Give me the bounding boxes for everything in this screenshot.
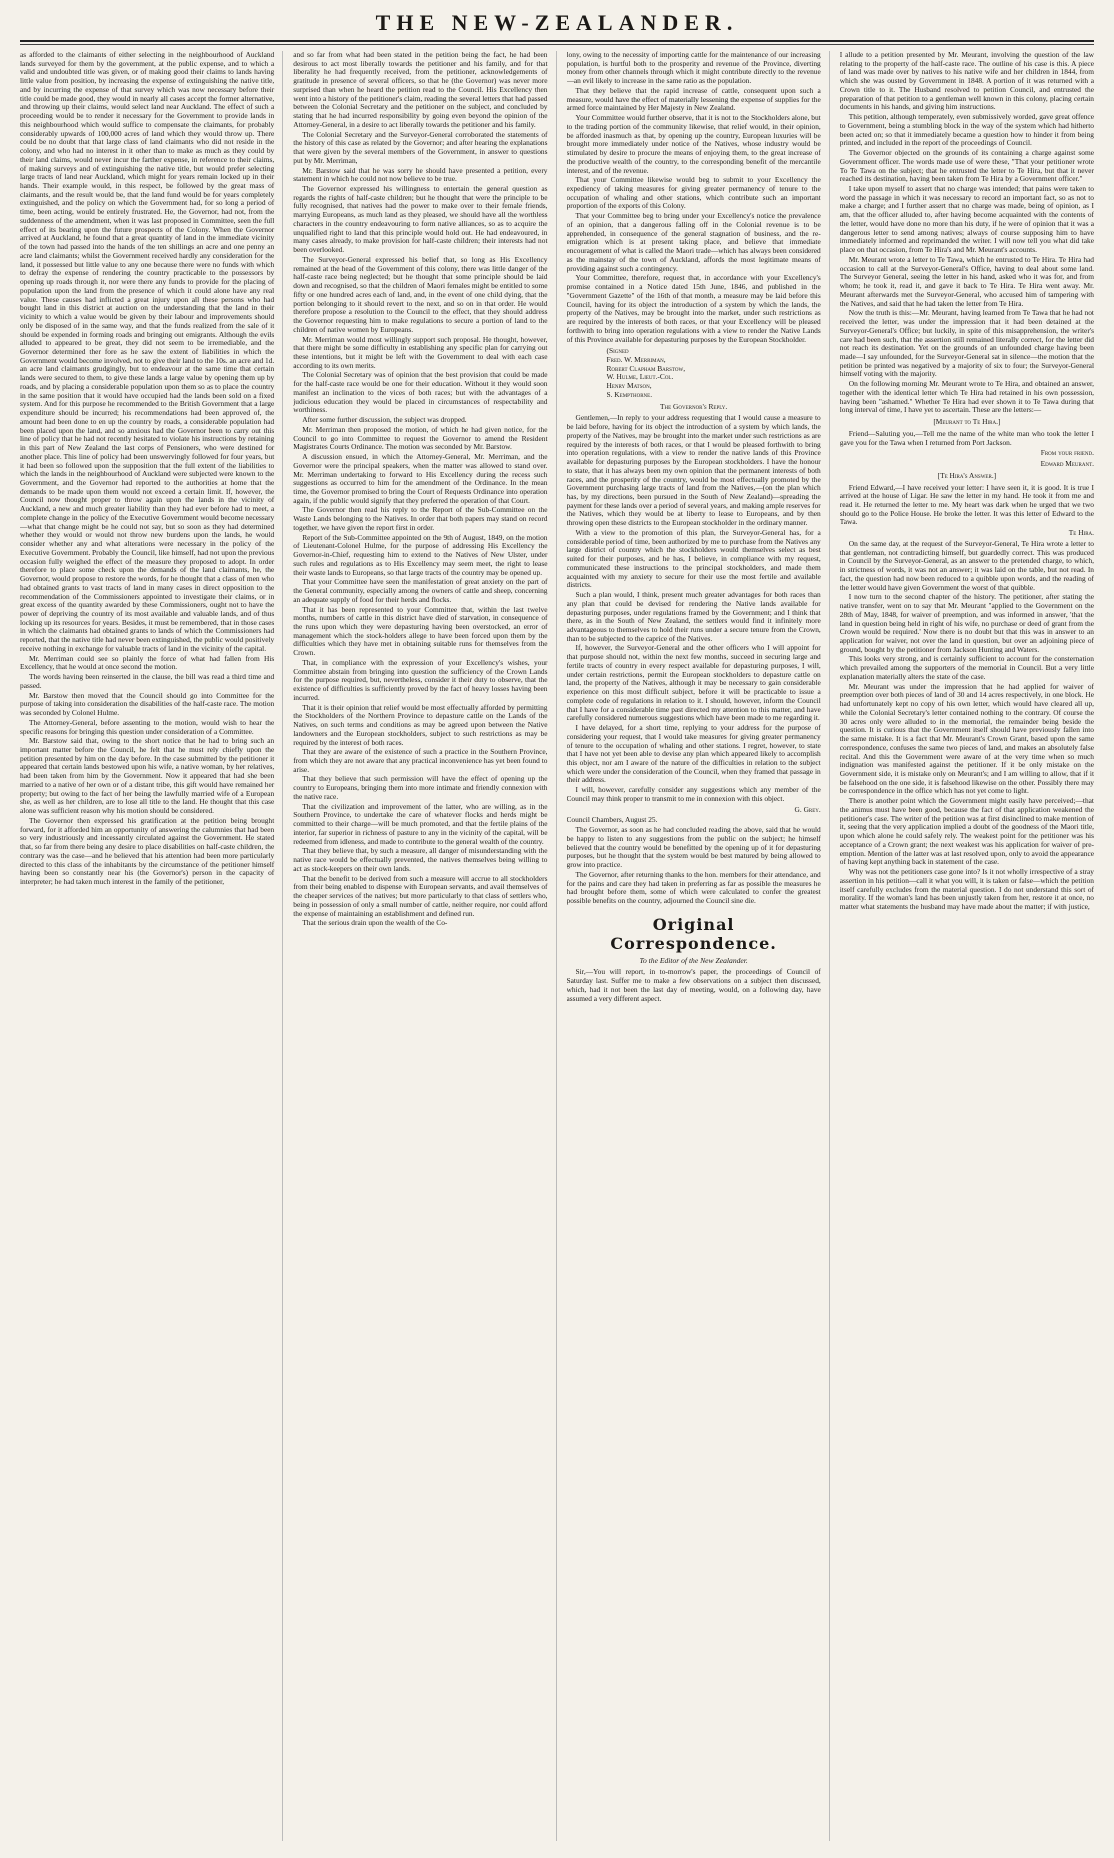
paragraph: Such a plan would, I think, present much greater advantages for both races than any plan that could be devised for rendering the Native lands available for depasturing purposes, under regulations framed by the Government; and I think that there, as in the South of New Zealand, the settlers would find it infinitely more advantageous to themselves to hold their runs under a secure tenure from the Crown, than to be subjected to the caprice of the Natives.	[566, 590, 821, 643]
paragraph: Your Committee would further observe, that it is not to the Stockholders alone, but to the trading portion of the community likewise, that relief would, in their opinion, be afforded inasmuch as that, by opening up the country, European luxuries will be brought more immediately under notice of the Natives, whose industry would be stimulated by desire to procure the means of enjoying them, to the great increase of the productive wealth of the country, to the corresponding benefit of the mercantile interest, and of the revenue.	[566, 113, 821, 175]
paragraph: The Governor expressed his willingness to entertain the general question as regards the rights of half-caste children; but he thought that were the principle to be fully recognised, that natives had the power to make over to their female friends, marrying Europeans, as much land as they pleased, we should have all the worthless characters in the country endeavouring to form native alliances, so as to acquire the unqualified right to land that this principle would hold out. He had endeavoured, in many cases already, to make provision for half-caste children; their interests had not been overlooked.	[293, 184, 548, 255]
paragraph: Your Committee, therefore, request that, in accordance with your Excellency's promise contained in a Notice dated 15th June, 1846, and published in the "Government Gazette" of the 16th of that month, a measure may be laid before this Council, having for its object the introduction of a system by which the lands, the property of the Natives, may be brought into the market, under such restrictions as are required by the interests of both races, or that your Excellency will be pleased forthwith to bring into operation regulations with a view to render the Native Lands of this Province available for depasturing purposes by the European Stockholder.	[566, 273, 821, 344]
paragraph: The Colonial Secretary was of opinion that the best provision that could be made for the half-caste race would be one for their education. Without it they would soon manifest an inclination to the vices of both races; but with the advantages of a judicious education they would be placed in circumstances of respectability and worthiness.	[293, 370, 548, 415]
paragraph: The Attorney-General, before assenting to the motion, would wish to hear the specific reasons for bringing this question under consideration of a Committee.	[20, 717, 275, 736]
paragraph: On the same day, at the request of the Surveyor-General, Te Hira wrote a letter to that gentleman, not contradicting himself, but guardedly correct. This was produced in Council by the Surveyor-General, as an answer to the pretended charge, to which, in strictness of words, it was not an answer; it was laid on the table, but not read. In fact, the question had now been reduced to a quibble upon words, and the reading of the letter would have given Government the worst of that quibble.	[839, 538, 1094, 592]
signature-block	[607, 347, 821, 399]
signature-name: S. Kempthorne.	[606, 389, 653, 399]
paragraph: Report of the Sub-Committee appointed on the 9th of August, 1849, on the motion of Lieutenant-Colonel Hulme, for the purpose of addressing His Excellency the Governor-in-Chief, requesting him to extend to the Natives of New Ulster, under such rules and regulations as to His Excellency may seem meet, the right to lease their waste lands to Europeans, so that large tracts of the country may be opened up.	[293, 532, 548, 577]
paragraph: Mr. Meurant wrote a letter to Te Tawa, which he entrusted to Te Hira. Te Hira had occasion to call at the Surveyor-General's Office, having to deal about some land. The Surveyor General, seeing the letter in his hand, asked who it was for, and from whom; he took it, read it, and gave it back to Te Hira. Te Hira went away. Mr. Meurant afterwards met the Surveyor-General, who accused him of tampering with the Natives, and said that he had taken the letter from Te Hira.	[839, 254, 1094, 308]
signature-name: Henry Matson,	[606, 381, 652, 391]
section-heading: Original Correspondence.	[610, 914, 777, 953]
paragraph: With a view to the promotion of this plan, the Surveyor-General has, for a considerable period of time, been authorized by me to purchase from the Natives any large district of country which the stockholders would themselves select as best suited for their purposes, and he has, I believe, in compliance with my request, communicated these instructions to the principal stockholders, and made them acquainted with my anxiety to secure for their use the most fertile and available districts.	[566, 527, 821, 590]
paragraph: A discussion ensued, in which the Attorney-General, Mr. Merriman, and the Governor were the principal speakers, when the matter was allowed to stand over. Mr. Merriman undertaking to forward to His Excellency during the recess such suggestions as occurred to him for the amendment of the Ordinance. In the mean time, the Governor promised to bring the Court of Requests Ordinance into operation again, if the public would signify that they preferred the operation of that Court.	[293, 452, 548, 505]
paragraph: I now turn to the second chapter of the history. The petitioner, after stating the native transfer, went on to say that Mr. Meurant "applied to the Government on the 28th of May, 1848, for waiver of preemption, and was informed in answer, 'that the land in question being held in right of his wife, no purchase or deed of grant from the Crown would be required.' Now there is no doubt but that this was in answer to an application for waiver, not over the land in question, but over an adjoining piece of ground, bought by the petitioner from Jackson Hunting and Waters.	[839, 592, 1094, 654]
paragraph: That the serious drain upon the wealth of the Co-	[302, 918, 448, 928]
governor-signature: G. Grey.	[794, 804, 821, 814]
paragraph: Mr. Barstow said that he was sorry he should have presented a petition, every statement in which he could not now believe to be true.	[293, 165, 548, 184]
paragraph: That it is their opinion that relief would be most effectually afforded by permitting the Stockholders of the Northern Province to depasture cattle on the Lands of the Natives, on such terms and conditions as may be agreed upon between the Native landowners and the European stockholders, subject to such restrictions as may be required by the interest of both races.	[293, 702, 548, 747]
paragraph: Gentlemen,—In reply to your address requesting that I would cause a measure to be laid before, having for its object the introduction of a system by which lands, the property of the Natives, may be brought into the market under such restrictions as are required by the interests of both races, or that I would be pleased forthwith to bring into operation regulations, with a view to render the native lands of this Province available for depasturing purposes by the European stockholders. I have the honour to state, that it has always been my own opinion that the permanent interests of both races, and the prosperity of the country, would be most effectually promoted by the Government purchasing large tracts of land from the Natives,—(on the plan which has, by my directions, been pursued in the South of New Zealand)—spreading the payment for these lands over a period of several years, and making ample reserves for the Natives, which they would be at liberty to lease to Europeans, and by then throwing open these districts to the European stockholder in the ordinary manner.	[566, 413, 821, 528]
paragraph: This petition, although temperately, even submissively worded, gave great offence to Government, being a stumbling block in the way of the system which had hitherto been acted on; so that it immediately became a question how to hinder it from being printed, and included in the report of the proceedings of Council.	[839, 112, 1094, 148]
paragraph: There is another point which the Government might easily have perceived;—that the animus must have been good, because the fact of that application weakened the petitioner's case. The writer of the petition was at first disinclined to make mention of it, seeing that the very application implied a doubt of the goodness of the Maori title, upon which alone he could safely rely. The weakest point for the petitioner was his acceptance of a Crown grant; the next weakest was his application for waiver of pre-emption. Mention of the latter was at last resolved upon, only to avoid the appearance of having kept anything back in statement of the case.	[839, 796, 1094, 867]
paragraph: The Governor objected on the grounds of its containing a charge against some Government officer. The words made use of were these, "That your petitioner wrote To Te Tawa on the subject; that he entrusted the letter to Te Hira, but that it never reached its destination, having been taken from Te Hira by a Government officer."	[839, 148, 1094, 184]
paragraph: That your Committee beg to bring under your Excellency's notice the prevalence of an opinion, that a dangerous falling off in the Colonial revenue is to be apprehended, in consequence of the general stagnation of business, and the re-emigration which is at present taking place, and believe that immediate encouragement of what is called the Maori trade—which has always been considered as the mainstay of the town of Auckland, affords the most legitimate means of providing against such a contingency.	[566, 211, 821, 273]
paragraph: as afforded to the claimants of either selecting in the neighbourhood of Auckland lands surveyed for them by the government, at the public expense, and to which a valid and undoubted title was given, or of making good their claims to lands having little value from position, by increasing the expense of extinguishing the native title, and by incurring the expense of that survey which was now necessary before their title could be made good, they would in nearly all cases accept the former alternative, and throwing up their claims, would select land near Auckland. The effect of such a proceeding would be to render it necessary for the Government to provide lands in this neighbourhood which would suffice to compensate the claimants, for probably considerably upwards of 100,000 acres of land which they would throw up. There could be no doubt that that large class of land claimants who did not reside in the colony, and who had no interest in it other than to make as much as they could by their land claims, would never incur the farther expense, in reference to their claims, of making surveys and of extinguishing the native title, but would prefer selecting large tracts of land near Auckland, which might for years remain locked up in their hands. Their example would, in this respect, be followed by the great mass of claimants, and the result would be, that the land fund would be for years completely extinguished, and the policy on which the Government had, for so long a period of time, been acting, would be entirely frustrated. He, the Governor, had not, from the suddenness of the amendment, when it was last proposed in Committee, seen the full effect of its bearing upon the future prospects of the Colony. When the Governor arrived at Auckland, he found that a great quantity of land in the immediate vicinity of the town had passed into the hands of the ten shillings an acre and one penny an acre land claimants; whilst the Government received hardly any consideration for the land, it possessed but little value to any one because there were no funds with which to defray the expense of rendering the country practicable to the possessors by opening up roads through it, nor were there any funds to provide for the placing of population upon the land from the presence of which it could alone have any real value. These causes had inflicted a great injury upon all these persons who had bought land in this district at auction on the understanding that the land in their vicinity to which a value would be given by their labour and improvements should only be disposed of in the same way, and that the funds realized from the sale of it should be expended in forming roads and bringing out emigrants. Although the evils alluded to appeared to be great, they did not seem to be irremediable, and the Governor determined ther fore as he saw the extent of liabilities in which the Government would become involved, not to give their land to the 10s. an acre and 1d. an acre land claimants grudgingly, but to endeavour at the same time that certain lands were secured to them, to give these lands a large value by opening them up by roads, and by placing a considerable population upon them so as to place the country in the same position that it would have occupied had the lands been sold on a fixed system. And for this purpose he recommended to the British Government that a large expenditure should be incurred; his recommendations had been approved of, the amount had been done to en up the country by roads, a considerable population had been placed upon the land, and so anxious had the Governor been to carry out this line of policy that he had not recently hesitated to violate his instructions by retaining in this part of New Zealand the last corps of Pensioners, who were destined for another place. This line of policy had been unswervingly followed for four years, but it had been so followed upon the supposition that the full extent of the liabilities to which the lands in the neighbourhood of Auckland were subjected were known to the Government, and the Governor had reported to the authorities at home that the demands to be made upon them would not exceed a certain limit. If, however, the Council now thought proper to throw again upon the lands in the vicinity of Auckland, a new and much greater liability than they had ever before had to meet, a complete change in the policy of the Executive Government would become necessary—what that change might be he could not say, but so soon as they had determined whether they would or would not throw new burdens upon the lands, he would consider whether any and what alterations were necessary in the policy of the Executive Government. Probably the Council, like himself, had not upon the previous occasion fully weighed the effect of the measure they proposed to adopt. In order therefore to place some check upon the demands of the land claimants, he, the Governor, would propose to restore the words, for he thought that a class of men who had obtained grants to vast tracts of land in many cases in direct opposition to the recommendation of the Commissioners appointed to investigate their claims, or in great excess of the quantity awarded by these Commissioners, ought not to have the power of depriving the country of its most available and valuable lands, and of thus locking up its resources for years. Besides, it must be remembered, that in those cases in which the claimants had obtained grants to lands of which the Commissioners had reported, that the native title had never been extinguished, the public would positively receive nothing in exchange for valuable tracts of land in the vicinity of the capital.	[20, 51, 275, 653]
signature-name: Fred. W. Merriman,	[606, 354, 666, 364]
paragraph: The Governor then read his reply to the Report of the Sub-Committee on the Waste Lands belonging to the Natives. In order that both papers may stand on record together, we have given the report first in order.	[293, 505, 548, 532]
paragraph: Now the truth is this:—Mr. Meurant, having learned from Te Tawa that he had not received the letter, was under the impression that it had been detained at the Surveyor-General's Office; but luckily, in spite of this misapprehension, the writer's care had been such, that the assertion still remained literally correct, for the letter did not reach its destination. Yet on the grounds of an unfounded charge having been made—I say unfounded, for the Surveyor-General sat in silence—the motion that the petition be printed was negatived by a majority of six to four; the Surveyor-General himself voting with the majority.	[839, 308, 1094, 379]
paragraph: Mr. Merriman would most willingly support such proposal. He thought, however, that there might be some difficulty in establishing any specific plan for carrying out these intentions, but it might be left with the Government to deal with each case according to its own merits.	[293, 334, 548, 370]
paragraph: The Surveyor-General expressed his belief that, so long as His Excellency remained at the head of the Government of this colony, there was little danger of the half-caste race being neglected; but he thought that some principle should be laid down and recognised, so that the children of Maori females might be entitled to some fifty or one hundred acres each of land, and, in the event of one child dying, that the portion belonging to it should revert to the next, and so on in that order. He would therefore propose a resolution to the Council to the effect, that they should address the Governor requesting him to make regulations to secure a portion of land to the children of native women by Europeans.	[293, 254, 548, 334]
columns	[20, 51, 1094, 1841]
paragraph: Mr. Meurant was under the impression that he had applied for waiver of preemption over both pieces of land of 30 and 14 acres respectively, in one block. He had unfortunately kept no copy of his own letter, which would have cleared all up, while the Colonial Secretary's letter contained nothing to the contrary. Of course the 30 acres only were alluded to in the memorial, the remainder being beside the question. It is curious that the Government itself should have previously fallen into the same mistake. It is a fact that Mr. Meurant's Crown Grant, based upon the same correspondence, confuses the same two pieces of land, and makes an absolutely false recital. And this the Government were aware of at the very time when so much indignation was manifested against the petitioner. If it be only mistake on the Government side, it is mistake only on Meurant's; and I am willing to allow, that if it be falsehood on the one side, it is falsehood likewise on the other. Possibly there may be correspondence in the office which has not yet come to light.	[839, 681, 1094, 796]
paragraph: That the benefit to be derived from such a measure will accrue to all stockholders from their being enabled to dispense with European servants, and avail themselves of the cheaper services of the natives; but more particularly to that class of settlers who, being in possession of only a small number of cattle, neither require, nor could afford the expense of maintaining an establishment and defined run.	[293, 873, 548, 918]
signature-name: Robert Clapham Barstow,	[606, 363, 686, 373]
paragraph: That they believe that such permission will have the effect of opening up the country to Europeans, bringing them into more intimate and friendly connexion with the native race.	[293, 774, 548, 801]
reply-heading: The Governor's Reply.	[659, 401, 728, 411]
paragraph: Mr. Merriman could see so plainly the force of what had fallen from His Excellency, that he would at once second the motion.	[20, 653, 275, 672]
paragraph: The Colonial Secretary and the Surveyor-General corroborated the statements of the history of this case as related by the Governor; and after hearing the explanations that were given by the several members of the Government, in answer to questions put by Mr. Merriman,	[293, 129, 548, 165]
paragraph: Friend Edward,—I have received your letter: I have seen it, it is good. It is true I arrived at the house of Ligar. He saw the letter in my hand. He took it from me and read it. He returned the letter to me. My heart was dark when he urged that we two should go to the Police House. He broke the letter. It was this letter of Edward to the Tawa.	[839, 482, 1094, 527]
masthead: THE NEW-ZEALANDER.	[20, 8, 1094, 42]
paragraph: The Governor, after returning thanks to the hon. members for their attendance, and for the pains and care they had taken in preferring as far as possible the measures he had brought before them, some of which were calculated to confer the greatest possible benefits on the country, adjourned the Council sine die.	[566, 869, 821, 906]
column-4	[840, 51, 1094, 1841]
signature-label: (Signed	[606, 346, 629, 356]
paragraph: That they believe that, by such a measure, all danger of misunderstanding with the native race would be effectually prevented, the natives themselves being willing to act as stock-keepers on their own lands.	[293, 846, 548, 873]
paragraph: That, in compliance with the expression of your Excellency's wishes, your Committee abstain from bringing into question the sufficiency of the Crown Lands for the purpose required, but, nevertheless, consider it their duty to observe, that the existence of difficulties is sufficiently proved by the fact of heavy losses having been incurred.	[293, 657, 548, 702]
paragraph: I have delayed, for a short time, replying to your address for the purpose of considering your request, that I would take measures for giving greater permanency of tenure to the occupation of whaling and other stations. I regret, however, to state that I have not yet been able to devise any plan which appeared likely to accomplish this object, nor am I aware of the nature of the difficulties in relation to the subject which were under the consideration of the Council, when they framed that passage in their address.	[566, 723, 821, 785]
signature-name: W. Hulme, Lieut.-Col.	[606, 372, 674, 382]
paragraph: The Governor then expressed his gratification at the petition being brought forward, for it afforded him an opportunity of answering the calumnies that had been so very industriously and incessantly circulated against the Government. He stated that, so far from there being any desire to place disabilities on half-caste children, the contrary was the case—and he believed that his attention had been more particularly directed to this class of the inhabitants by the circumstance of the petitioner himself having been so constantly near his (the Governor's) person in the capacity of interpreter; he had taken much interest in the family of the petitioner,	[20, 815, 275, 887]
column-2	[293, 51, 556, 1841]
masthead-rule	[20, 44, 1094, 45]
paragraph: That your Committee have seen the manifestation of great anxiety on the part of the General community, especially among the owners of cattle and sheep, concerning an adequate supply of food for their herds and flocks.	[293, 577, 548, 604]
letter-heading: [Te Hira's Answer.]	[937, 470, 997, 480]
paragraph: The Governor, as soon as he had concluded reading the above, said that he would be happy to listen to any suggestions from the public on the subject; he himself believed that the country would be benefitted by the opening up of it for depasturing purposes, but he thought that the system would be best matured by being allowed to grow into practice.	[566, 825, 821, 870]
paragraph: That they believe that the rapid increase of cattle, consequent upon such a measure, would have the effect of materially lessening the expense of supplies for the armed force maintained by Her Majesty in New Zealand.	[566, 85, 821, 113]
paragraph: Sir,—You will report, in to-morrow's paper, the proceedings of Council of Saturday last. Suffer me to make a few observations on a subject then discussed, which, had it not been the last day of meeting, would, on a following day, have assumed a very different aspect.	[566, 967, 821, 1003]
dateline: Council Chambers, August 25.	[566, 815, 658, 825]
paragraph: That the civilization and improvement of the latter, who are willing, as in the Southern Province, to undertake the care of whatever flocks and herds might be committed to their charge—will be much promoted, and that the fertile plains of the interior, far superior in richness of pasture to any in the vicinity of the capital, will be redeemed from idleness, and made to contribute to the general wealth of the country.	[293, 801, 548, 846]
paragraph: Mr. Barstow then moved that the Council should go into Committee for the purpose of taking into consideration the disabilities of the half-caste race. The motion was seconded by Colonel Hulme.	[20, 690, 275, 718]
paragraph: After some further discussion, the subject was dropped.	[302, 415, 467, 425]
letter-closing: From your friend.	[1040, 448, 1094, 458]
paragraph: Friend—Saluting you,—Tell me the name of the white man who took the letter I gave you for the Tawa when I returned from Port Jackson.	[839, 428, 1094, 447]
paragraph: That your Committee likewise would beg to submit to your Excellency the expediency of taking measures for giving greater permanency of tenure to the occupation of whaling and other stations, which contribute such an important proportion of the exports of this Colony.	[566, 175, 821, 211]
paragraph: I take upon myself to assert that no charge was intended; that pains were taken to word the passage in which it was necessary to record an important fact, so as not to make a charge; and I further assert that no charge was made, being of opinion, as I am, that the officer alluded to, after having become acquainted with the contents of the letter, would have done no more than his duty, if he were of opinion that it was a dangerous letter to send among natives; always of course supposing him to have immediately informed and reprimanded the writer. I will now tell you what did take place on that occasion, from Te Hira's and Mr. Meurant's accounts.	[839, 184, 1094, 255]
paragraph: This looks very strong, and is certainly sufficient to account for the consternation which prevailed among the supporters of the memorial in Council. But a very little explanation materially alters the state of the case.	[839, 654, 1094, 681]
column-3	[567, 51, 830, 1841]
paragraph: lony, owing to the necessity of importing cattle for the maintenance of our increasing population, is hurtful both to the prosperity and revenue of the Province, diverting money from other channels through which it might contribute directly to the revenue—an evil likely to increase in the same ratio as the population.	[566, 51, 821, 86]
paragraph: On the following morning Mr. Meurant wrote to Te Hira, and obtained an answer, together with the identical letter which Te Hira had retained in his own possession, having been "ashamed." Whether Te Hira had ever shown it to Te Tawa during that long interval of time, I have yet to ascertain. These are the letters:—	[839, 379, 1094, 415]
letter-signature: Te Hira.	[1068, 528, 1094, 538]
paragraph: I allude to a petition presented by Mr. Meurant, involving the question of the law relating to the property of the half-caste race. The outline of his case is this. A piece of land was made over by natives to his native wife and her children in 1844, from which she was ousted by Government in 1848. A portion of it was returned with a Crown title to it. The Husband resolved to petition Council, and entrusted the preparation of that petition to a gentleman well known in this colony, placing certain documents in his hands, and giving him instructions.	[839, 51, 1094, 112]
letter-heading: [Meurant to Te Hira.]	[933, 417, 1001, 427]
paragraph: If, however, the Surveyor-General and the other officers who I will appoint for that purpose should not, within the next few months, succeed in securing large and fertile tracts of country in every respect available for depasturing purposes, I will, under certain restrictions, permit the European stockholders to depasture cattle on land, the property of the Natives, although it may be necessary to gain considerable experience on this most difficult subject, before it will be practicable to issue a complete code of regulations in relation to it. I should, however, inform the Council that I have for a considerable time past directed my attention to this matter, and have carefully considered numerous suggestions which have been made to me regarding it.	[566, 643, 821, 723]
paragraph: and so far from what had been stated in the petition being the fact, he had been desirous to act most liberally towards the petitioner and his family, and for that liberality he had frequently received, from the petitioner, acknowledgements of gratitude in presence of several officers, so that he (the Governor) was never more surprised than when he heard the petition read to the Council. His Excellency then went into a history of the petitioner's claim, reading the several letters that had passed between the Colonial Secretary and the petitioner on the subject, and concluded by stating that he had incurred responsibility by going even beyond the opinion of the Attorney-General, in a desire to act liberally towards the petitioner and his family.	[293, 51, 548, 129]
paragraph: That it has been represented to your Committee that, within the last twelve months, numbers of cattle in this district have died of starvation, in consequence of the runs upon which they were depasturing having been overstocked, an error of management which the stock-holders allege to have been forced upon them by the difficulties which they have met in obtaining suitable runs for themselves from the Crown.	[293, 604, 548, 658]
paragraph: Mr. Barstow said that, owing to the short notice that he had to bring such an important matter before the Council, he felt that he must rely chiefly upon the petition presented by him on the day before. In the case submitted by the petitioner it appeared that certain lands bestowed upon his wife, a native woman, by her relatives, had been taken from him by the Government. Now it appeared that had she been married to a native of her own or of a distant tribe, this gift would have remained her property; but owing to the fact of her being the lawfully married wife of a European she, as well as her children, are to lose all title to the land. He thought that this case alone was sufficient reason why his motion should be considered.	[20, 736, 275, 816]
column-1	[20, 51, 283, 1841]
paragraph: That they are aware of the existence of such a practice in the Southern Province, from which they are not aware that any practical inconvenience has yet been found to arise.	[293, 747, 548, 774]
paragraph: Mr. Merriman then proposed the motion, of which he had given notice, for the Council to go into Committee to request the Governor to amend the Resident Magistrates Courts Ordinance. The motion was seconded by Mr. Barstow.	[293, 424, 548, 452]
paragraph: The words having been reinserted in the clause, the bill was read a third time and passed.	[20, 672, 275, 690]
letter-signature: Edward Meurant.	[1040, 459, 1094, 469]
section-subheading: To the Editor of the New Zealander.	[639, 955, 748, 965]
paragraph: I will, however, carefully consider any suggestions which any member of the Council may think proper to transmit to me in connexion with this object.	[566, 785, 821, 803]
paragraph: Why was not the petitioners case gone into? Is it not wholly irrespective of a stray assertion in his petition—call it what you will, it is taken or false—which the petition itself carefully excludes from the material question. I do not understand this sort of morality. If the woman's land has been unjustly taken from her, restore it at once, no matter what statements the husband may have made about the matter; if with justice,	[839, 867, 1094, 912]
